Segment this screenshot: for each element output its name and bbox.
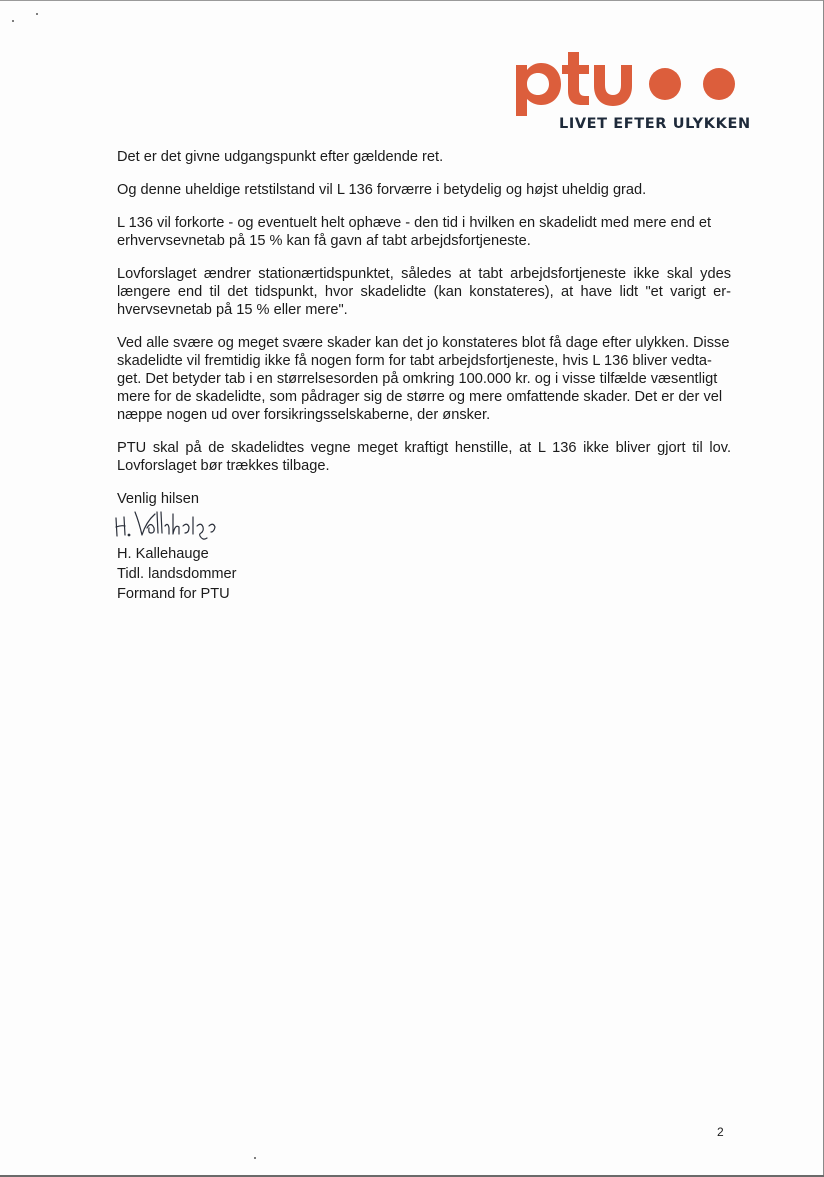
scan-speck [12,20,14,22]
paragraph: L 136 vil forkorte - og eventuelt helt ophæve - den tid i hvilken en skadelidt med mere end et erhvervsevnetab på 15 % kan få gavn af tabt arbejdsfortjeneste. [117,215,712,249]
ptu-logo [514,50,751,136]
letter-body [117,148,731,604]
paragraph: PTU skal på de skadelidtes vegne meget kraftigt henstille, at L 136 ikke bliver gjort til lov. Lovforslaget bør trækkes tilbage. [117,440,731,474]
paragraph: Ved alle svære og meget svære skader kan det jo konstateres blot få dage efter ulykken. Disse skadelidte vil fremtidig ikke få nogen form for tabt arbejdsfortjeneste, hvis L 136 bliver vedtaget. Det betyder tab i en størrelsesorden på omkring 100.000 kr. og i visse tilfælde væsentligt mere for de skadelidte, som pådrager sig de større og mere omfattende skader. Det er der vel næppe nogen ud over forsikringsselskaberne, der ønsker. [117,335,730,423]
logo-tagline: LIVET EFTER ULYKKEN [559,116,751,132]
scan-edge [0,0,824,1]
closing-salutation: Venlig hilsen [117,491,199,507]
paragraph: Det er det givne udgangspunkt efter gældende ret. [117,149,444,165]
ptu-wordmark-graphic [514,50,740,116]
paragraph: Lovforslaget ændrer stationærtidspunktet, således at tabt arbejdsfortjeneste ikke skal ydes længere end til det tidspunkt, hvor skadelidte (kan konstateres), at have lidt "et varigt erhvervsevnetab på 15 % eller mere". [117,266,731,318]
signer-role: Formand for PTU [117,586,230,602]
paragraph: Og denne uheldige retstilstand vil L 136 forværre i betydelig og højst uheldig grad. [117,182,647,198]
page-number: 2 [717,1125,724,1139]
scan-speck [36,13,38,15]
handwritten-signature [117,508,731,544]
scan-speck [254,1157,256,1159]
signer-name: H. Kallehauge [117,546,209,562]
signer-title: Tidl. landsdommer [117,566,237,582]
